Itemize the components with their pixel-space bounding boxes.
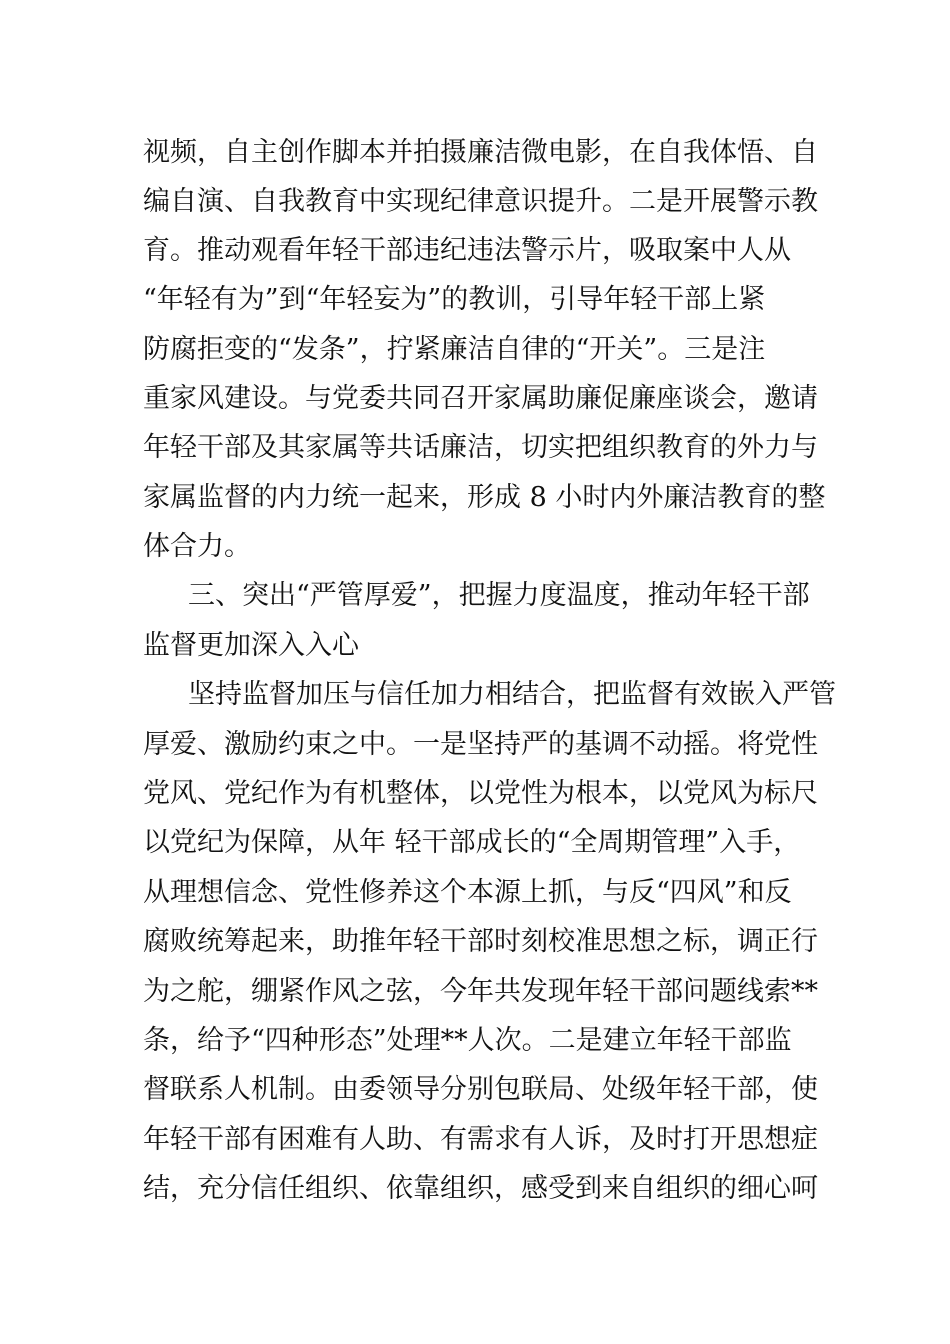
text-line-3: 育。推动观看年轻干部违纪违法警示片，吸取案中人从 (143, 235, 791, 266)
text-line-13: 厚爱、激励约束之中。一是坚持严的基调不动摇。将党性 (143, 729, 818, 760)
section-heading-line-1: 三、突出“严管厚爱”，把握力度温度，推动年轻干部 (188, 580, 810, 611)
text-line-17: 腐败统筹起来，助推年轻干部时刻校准思想之标，调正行 (143, 926, 818, 957)
text-line-20: 督联系人机制。由委领导分别包联局、处级年轻干部，使 (143, 1074, 818, 1105)
text-line-5: 防腐拒变的“发条”，拧紧廉洁自律的“开关”。三是注 (143, 334, 766, 365)
text-line-12: 坚持监督加压与信任加力相结合，把监督有效嵌入严管 (188, 679, 836, 710)
section-heading-line-2: 监督更加深入入心 (143, 630, 359, 661)
text-line-4: “年轻有为”到“年轻妄为”的教训，引导年轻干部上紧 (143, 284, 766, 315)
text-line-21: 年轻干部有困难有人助、有需求有人诉，及时打开思想症 (143, 1124, 818, 1155)
text-line-7: 年轻干部及其家属等共话廉洁，切实把组织教育的外力与 (143, 432, 818, 463)
text-line-6: 重家风建设。与党委共同召开家属助廉促廉座谈会，邀请 (143, 383, 818, 414)
text-line-19: 条，给予“四种形态”处理**人次。二是建立年轻干部监 (143, 1025, 792, 1056)
text-line-15: 以党纪为保障，从年 轻干部成长的“全周期管理”入手， (143, 827, 801, 858)
text-line-2: 编自演、自我教育中实现纪律意识提升。二是开展警示教 (143, 186, 818, 217)
text-line-18: 为之舵，绷紧作风之弦，今年共发现年轻干部问题线索** (143, 976, 818, 1007)
text-line-22: 结，充分信任组织、依靠组织，感受到来自组织的细心呵 (143, 1173, 818, 1204)
text-line-16: 从理想信念、党性修养这个本源上抓，与反“四风”和反 (143, 877, 792, 908)
text-line-8: 家属监督的内力统一起来，形成 8 小时内外廉洁教育的整 (143, 482, 826, 513)
text-line-1: 视频，自主创作脚本并拍摄廉洁微电影，在自我体悟、自 (143, 137, 818, 168)
text-line-14: 党风、党纪作为有机整体，以党性为根本，以党风为标尺 (143, 778, 818, 809)
text-line-9: 体合力。 (143, 531, 251, 562)
